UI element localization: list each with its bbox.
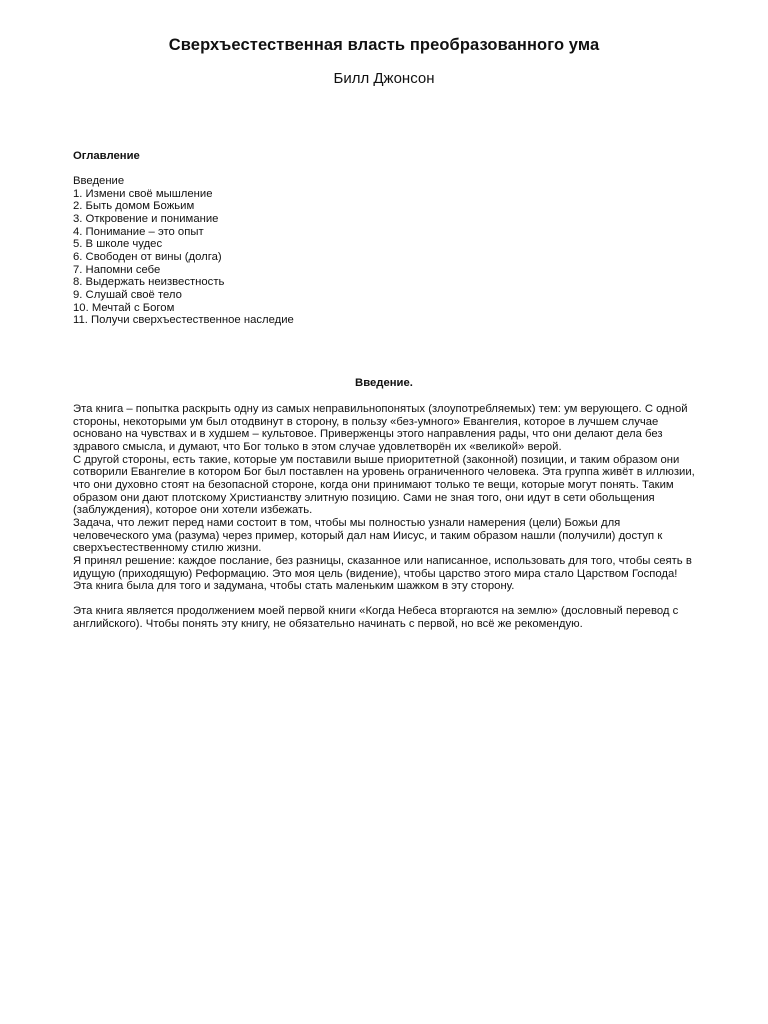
toc-item-4: 4. Понимание – это опыт xyxy=(73,225,204,238)
toc-item-6: 6. Свободен от вины (долга) xyxy=(73,250,222,263)
introduction-body xyxy=(73,403,699,631)
table-of-contents xyxy=(73,175,294,327)
document-title: Сверхъестественная власть преобразованного ума xyxy=(168,36,600,54)
introduction-paragraph: Задача, что лежит перед нами состоит в том, чтобы мы полностью узнали намерения (цели) Божьи для человеческого ума (разума) через пример, который дал нам Иисус, и таким образом нашли (получили) доступ к сверхъестественному стилю жизни. xyxy=(73,516,663,555)
toc-item-11: 11. Получи сверхъестественное наследие xyxy=(73,314,294,327)
toc-item-7: 7. Напомни себе xyxy=(73,263,161,276)
introduction-heading: Введение. xyxy=(355,377,413,389)
introduction-paragraph: Я принял решение: каждое послание, без разницы, сказанное или написанное, использовать для того, чтобы сеять в идущую (приходящую) Реформацию. Это моя цель (видение), чтобы царство этого мира стало Царством Господа! Эта книга была для того и задумана, чтобы стать маленьким шажком в эту сторону. xyxy=(73,554,692,593)
document-author: Билл Джонсон xyxy=(333,70,435,87)
toc-item-9: 9. Слушай своё тело xyxy=(73,288,182,301)
introduction-paragraph: Эта книга – попытка раскрыть одну из самых неправильнопонятых (злоупотребляемых) тем: ум верующего. С одной стороны, некоторыми ум был отодвинут в сторону, в пользу «без-умного» Евангелия, которое в лучшем случае основано на чувствах и в худшем – культовое. Приверженцы этого направления рады, что они делают дела без здравого смысла, и думают, что Бог только в этом случае удовлетворён их «великой» верой. xyxy=(73,403,688,453)
introduction-paragraph: С другой стороны, есть такие, которые ум поставили выше приоритетной (законной) позиции, и таким образом они сотворили Евангелие в котором Бог был поставлен на уровень ограниченного человека. Эта группа живёт в иллюзии, что они духовно стоят на безопасной стороне, когда они принимают только те вещи, которые могут понять. Таким образом они дают плотскому Христианству элитную позицию. Сами не зная того, они идут в сети обольщения (заблуждения), которое они хотели избежать. xyxy=(73,453,695,517)
introduction-paragraph: Эта книга является продолжением моей первой книги «Когда Небеса вторгаются на землю» (дословный перевод с английского). Чтобы понять эту книгу, не обязательно начинать с первой, но всё же рекомендую. xyxy=(73,605,679,631)
toc-item-5: 5. В школе чудес xyxy=(73,238,163,251)
toc-item-8: 8. Выдержать неизвестность xyxy=(73,276,225,289)
toc-item-1: 1. Измени своё мышление xyxy=(73,187,213,200)
toc-item-10: 10. Мечтай с Богом xyxy=(73,301,175,314)
toc-item-2: 2. Быть домом Божьим xyxy=(73,200,195,213)
toc-heading: Оглавление xyxy=(73,150,140,162)
toc-item-3: 3. Откровение и понимание xyxy=(73,212,219,225)
toc-item-introduction: Введение xyxy=(73,175,125,187)
